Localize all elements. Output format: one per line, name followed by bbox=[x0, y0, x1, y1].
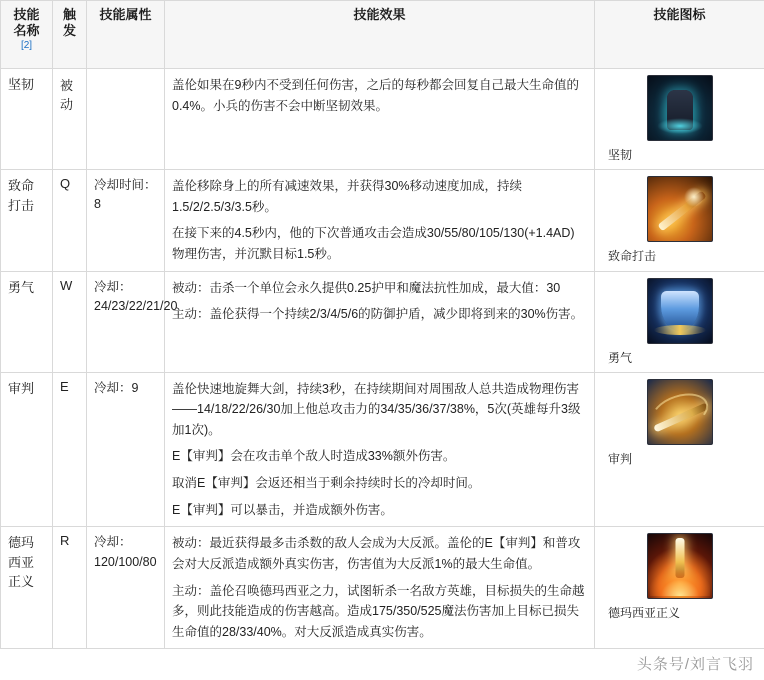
skill-name: 勇气 bbox=[1, 271, 53, 372]
table-body bbox=[1, 69, 764, 649]
effect-paragraph: E【审判】可以暴击，并造成额外伤害。 bbox=[172, 502, 393, 517]
effect-paragraph: 盖伦移除身上的所有减速效果，并获得30%移动速度加成，持续1.5/2/2.5/3/3.5秒。 bbox=[172, 179, 523, 214]
skill-icon-cell bbox=[595, 271, 764, 372]
skill-icon-passive[interactable] bbox=[647, 75, 713, 141]
column-header-name bbox=[1, 1, 53, 69]
skill-icon-caption: 致命打击 bbox=[608, 249, 657, 263]
skill-name: 坚韧 bbox=[1, 69, 53, 170]
column-header-attribute-label: 技能属性 bbox=[99, 7, 152, 22]
effect-paragraph: 主动：盖伦召唤德玛西亚之力，试图斩杀一名敌方英雄，目标损失的生命越多，则此技能造成的伤害越高。造成175/350/525魔法伤害加上目标已损失生命值的28/33/40%。对大反派造成真实伤害。 bbox=[172, 583, 585, 639]
skill-icon-caption: 审判 bbox=[608, 451, 633, 466]
skill-effect bbox=[165, 372, 595, 527]
skill-trigger: R bbox=[53, 527, 87, 649]
effect-paragraph: 在接下来的4.5秒内，他的下次普通攻击会造成30/55/80/105/130(+1.4AD)物理伤害，并沉默目标1.5秒。 bbox=[172, 226, 575, 261]
skill-name: 德玛西亚正义 bbox=[1, 527, 53, 649]
watermark: 头条号/刘言飞羽 bbox=[636, 656, 754, 673]
column-header-name-label: 技能名称 bbox=[13, 7, 40, 39]
column-header-effect-label: 技能效果 bbox=[353, 7, 406, 22]
skill-name: 审判 bbox=[1, 372, 53, 527]
column-header-effect bbox=[165, 1, 595, 69]
column-header-icon bbox=[595, 1, 764, 69]
effect-paragraph: E【审判】会在攻击单个敌人时造成33%额外伤害。 bbox=[172, 449, 456, 464]
skill-trigger: E bbox=[53, 372, 87, 527]
effect-paragraph: 盖伦快速地旋舞大剑，持续3秒，在持续期间对周围敌人总共造成物理伤害——14/18/22/26/30加上他总攻击力的34/35/36/37/38%，5次(英雄每升3级加1次)。 bbox=[172, 381, 581, 437]
table-row bbox=[1, 271, 764, 372]
column-header-attribute bbox=[87, 1, 165, 69]
effect-paragraph: 取消E【审判】会返还相当于剩余持续时长的冷却时间。 bbox=[172, 476, 481, 490]
column-header-trigger-label: 触发 bbox=[62, 7, 76, 39]
skill-trigger: 被动 bbox=[53, 69, 87, 170]
skill-icon-caption: 勇气 bbox=[608, 350, 633, 365]
skill-attribute bbox=[87, 69, 165, 170]
reference-marker[interactable]: [2] bbox=[20, 39, 33, 51]
skill-icon-q-art bbox=[648, 177, 712, 241]
skill-icon-caption: 坚韧 bbox=[608, 148, 633, 162]
skill-icon-r-art bbox=[648, 534, 712, 598]
header-row bbox=[1, 1, 764, 69]
skill-icon-w[interactable] bbox=[647, 278, 713, 344]
skill-effect bbox=[165, 170, 595, 272]
skill-attribute: 冷却：9 bbox=[87, 372, 165, 527]
skill-trigger: W bbox=[53, 271, 87, 372]
table-row bbox=[1, 170, 764, 272]
column-header-trigger bbox=[53, 1, 87, 69]
skill-icon-cell bbox=[595, 527, 764, 649]
effect-paragraph: 被动：击杀一个单位会永久提供0.25护甲和魔法抗性加成，最大值：30 bbox=[172, 280, 561, 295]
column-header-icon-label: 技能图标 bbox=[653, 7, 706, 22]
skill-effect bbox=[165, 69, 595, 170]
skill-icon-cell bbox=[595, 170, 764, 272]
effect-paragraph: 主动：盖伦获得一个持续2/3/4/5/6的防御护盾，减少即将到来的30%伤害。 bbox=[172, 307, 584, 322]
skill-name: 致命打击 bbox=[1, 170, 53, 272]
table-row bbox=[1, 372, 764, 527]
skill-icon-r[interactable] bbox=[647, 533, 713, 599]
skill-effect bbox=[165, 271, 595, 372]
skill-icon-e[interactable] bbox=[647, 379, 713, 445]
skill-icon-q[interactable] bbox=[647, 176, 713, 242]
table-header bbox=[1, 1, 764, 69]
skill-icon-cell bbox=[595, 372, 764, 527]
skill-effect bbox=[165, 527, 595, 649]
skill-trigger: Q bbox=[53, 170, 87, 272]
skill-icon-e-art bbox=[648, 380, 712, 444]
skill-icon-caption: 德玛西亚正义 bbox=[608, 606, 681, 621]
skill-attribute: 冷却时间：8 bbox=[87, 170, 165, 272]
skill-attribute: 冷却：120/100/80 bbox=[87, 527, 165, 649]
table-row bbox=[1, 527, 764, 649]
skill-icon-w-art bbox=[648, 279, 712, 343]
skill-attribute: 冷却：24/23/22/21/20 bbox=[87, 271, 165, 372]
effect-paragraph: 盖伦如果在9秒内不受到任何伤害，之后的每秒都会回复自己最大生命值的0.4%。小兵的伤害不会中断坚韧效果。 bbox=[172, 78, 579, 113]
table-row bbox=[1, 69, 764, 170]
effect-paragraph: 被动：最近获得最多击杀数的敌人会成为大反派。盖伦的E【审判】和普攻会对大反派造成额外真实伤害，伤害值为大反派1%的最大生命值。 bbox=[172, 536, 581, 571]
skill-icon-cell bbox=[595, 69, 764, 170]
skill-icon-passive-art bbox=[648, 76, 712, 140]
